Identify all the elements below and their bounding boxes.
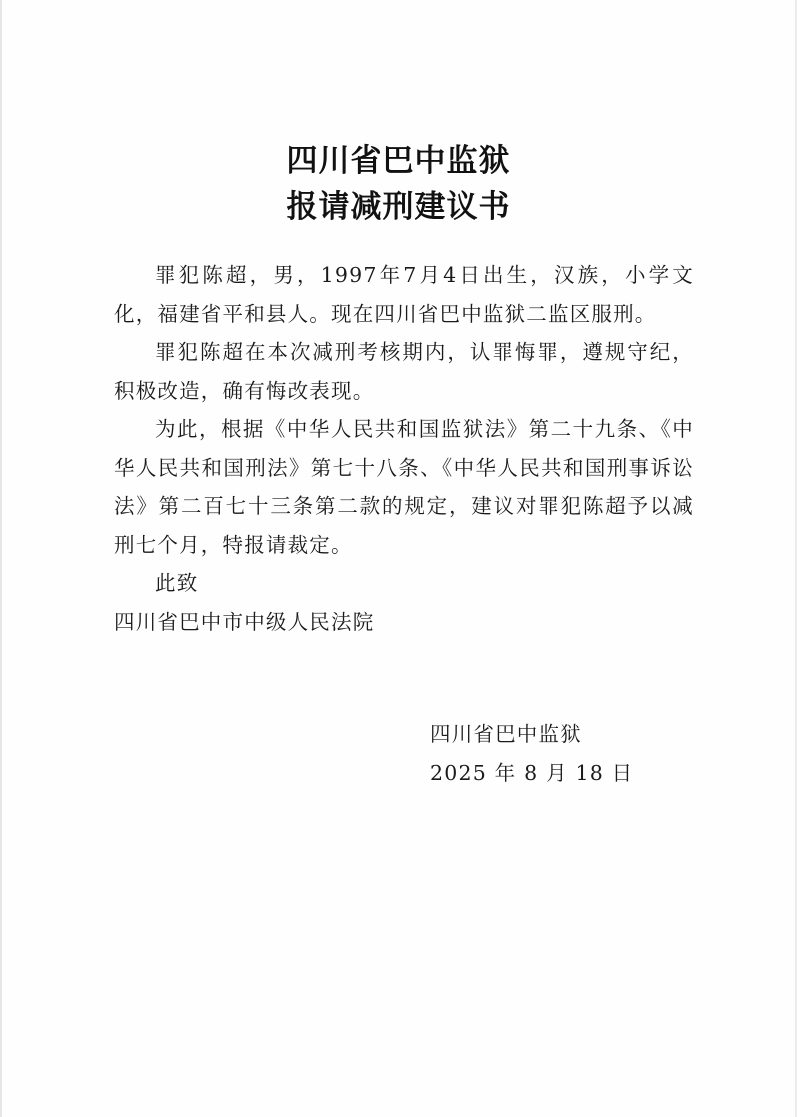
paragraph-conduct: 罪犯陈超在本次减刑考核期内，认罪悔罪，遵规守纪，积极改造，确有悔改表现。 [114,340,694,403]
paragraph-personal-info: 罪犯陈超，男，1997年7月4日出生，汉族，小学文化，福建省平和县人。现在四川省巴中监狱二监区服刑。 [114,263,694,326]
addressee: 四川省巴中市中级人民法院 [114,609,375,634]
paragraph-legal-basis: 为此，根据《中华人民共和国监狱法》第二十九条、《中华人民共和国刑法》第七十八条、《中华人民共和国刑事诉讼法》第二百七十三条第二款的规定，建议对罪犯陈超予以减刑七个月，特报请裁定。 [114,417,694,557]
title-institution: 四川省巴中监狱 [286,143,511,179]
signature-block [430,715,633,792]
signature-organization: 四川省巴中监狱 [430,722,582,746]
document-body [114,256,694,641]
signature-date: 2025 年 8 月 18 日 [430,760,634,785]
title-document-type: 报请减刑建议书 [286,189,511,225]
document-title [0,138,797,230]
paragraph-salutation: 此致 [155,571,199,595]
